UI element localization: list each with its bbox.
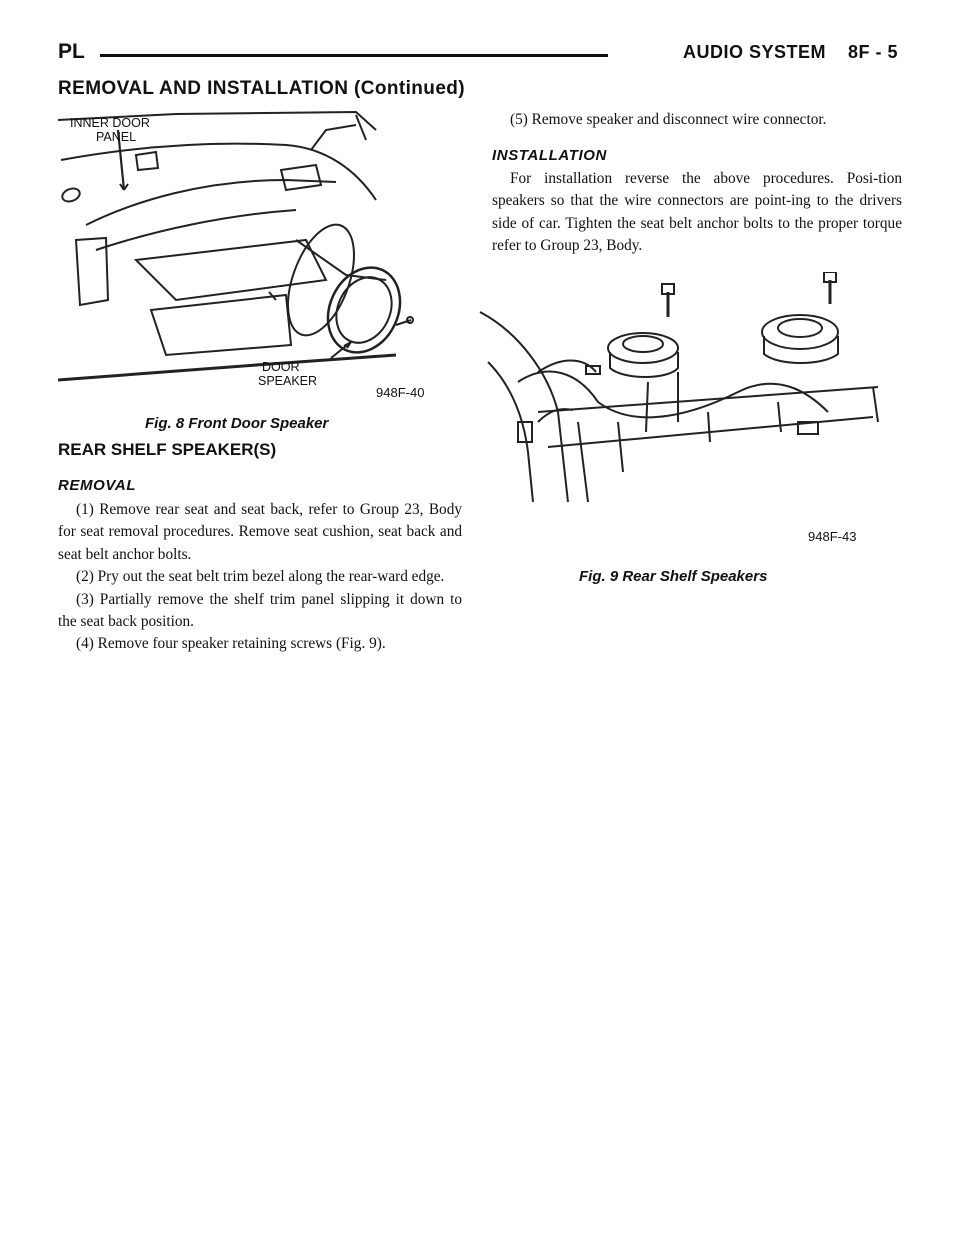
callout-line: INNER DOOR <box>70 116 150 130</box>
removal-step-1: (1) Remove rear seat and seat back, refer to Group 23, Body for seat removal procedures. Remove seat cushion, seat back and seat belt anchor bolts. <box>58 501 462 563</box>
header-brand: PL <box>58 40 85 63</box>
fig8-code: 948F-40 <box>376 385 425 400</box>
removal-step-5-block <box>492 109 902 131</box>
removal-heading: REMOVAL <box>58 477 137 494</box>
removal-step-5: (5) Remove speaker and disconnect wire connector. <box>510 111 827 128</box>
fig9-code: 948F-43 <box>808 529 857 544</box>
fig8-callout-door-speaker <box>258 360 317 388</box>
fig8-caption: Fig. 8 Front Door Speaker <box>145 415 329 432</box>
fig8-callout-inner-panel <box>70 116 150 144</box>
installation-text: For installation reverse the above procedures. Posi-tion speakers so that the wire connectors are point-ing to the drivers side of car. Tighten the seat belt anchor bolts to the proper torque refer to Group 23, Body. <box>492 170 902 255</box>
page-title: REMOVAL AND INSTALLATION (Continued) <box>58 78 466 99</box>
removal-step-4: (4) Remove four speaker retaining screws (Fig. 9). <box>76 635 386 653</box>
fig9-caption: Fig. 9 Rear Shelf Speakers <box>579 568 768 585</box>
removal-step-3: (3) Partially remove the shelf trim panel slipping it down to the seat back position. <box>58 590 462 631</box>
door-panel-drawing <box>56 110 456 400</box>
callout-line: PANEL <box>96 130 137 144</box>
header-page-number: 8F - 5 <box>847 42 898 62</box>
fig9-illustration <box>478 272 898 508</box>
callout-line: SPEAKER <box>258 374 318 388</box>
header-right <box>661 42 898 63</box>
rear-shelf-heading: REAR SHELF SPEAKER(S) <box>58 440 277 459</box>
header-section: AUDIO SYSTEM <box>682 42 826 62</box>
rear-shelf-drawing <box>478 272 898 508</box>
fig8-illustration <box>56 110 456 400</box>
callout-line: DOOR <box>262 360 300 374</box>
removal-steps <box>58 499 462 656</box>
installation-heading: INSTALLATION <box>492 147 607 164</box>
header-rule <box>100 54 608 57</box>
installation-text-block <box>492 168 902 258</box>
removal-step-2: (2) Pry out the seat belt trim bezel along the rear-ward edge. <box>76 568 445 586</box>
